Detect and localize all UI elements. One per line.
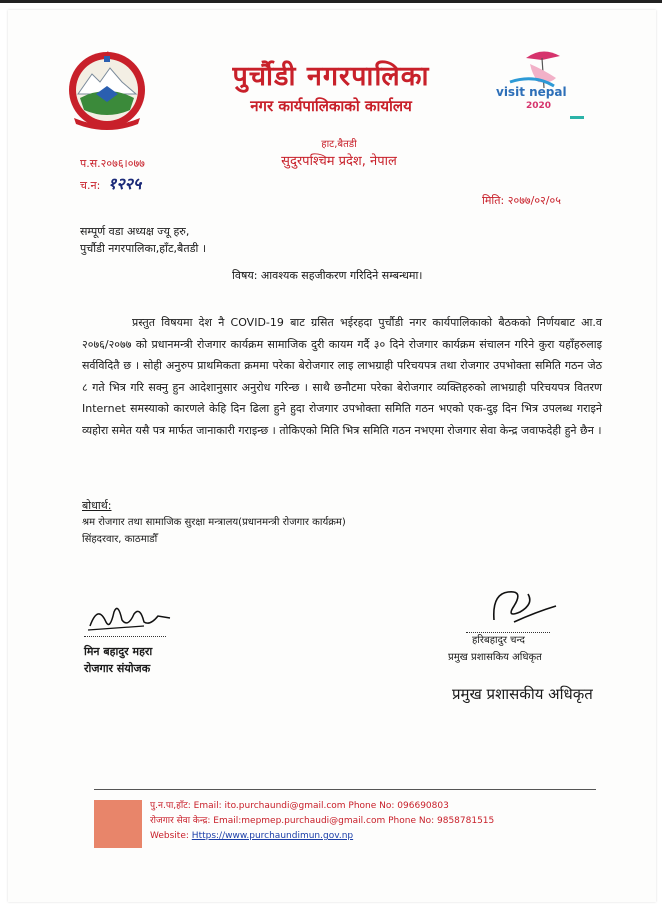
subject-line: विषय: आवश्यक सहजीकरण गरिदिने सम्बन्धमा। — [232, 269, 423, 282]
svg-text:2020: 2020 — [526, 101, 552, 111]
footer-rule — [94, 789, 596, 790]
page-top-rule — [0, 0, 662, 3]
left-signature-icon — [84, 596, 174, 636]
left-signature-line — [84, 636, 166, 637]
left-signatory-title: रोजगार संयोजक — [84, 662, 151, 675]
addressee-line-2: पुर्चौडी नगरपालिका,हाँट,बैतडी । — [80, 242, 206, 255]
svg-text:visit nepal: visit nepal — [496, 85, 567, 99]
bodhartha-line-1: श्रम रोजगार तथा सामाजिक सुरक्षा मन्त्रालय(प्रधानमन्त्री रोजगार कार्यक्रम) — [82, 517, 346, 528]
letter-date: मिति: २०७७/०२/०५ — [482, 194, 561, 207]
footer-contact-line-2: रोजगार सेवा केन्द्र: Email:mepmep.purchaudi@gmail.com Phone No: 9858781515 — [150, 816, 495, 826]
letter-body: प्रस्तुत विषयमा देश नै COVID-19 बाट ग्रसित भईरहदा पुर्चौडी नगर कार्यपालिकाको बैठकको निर्णयबाट आ.व २०७६/२०७७ को प्रधानमन्त्री रोजगार कार्यक्रम सामाजिक दुरी कायम गर्दै ३० दिने रोजगार कार्यक्रम संचालन गरिने कुरा यहाँहरुलाइ सर्वविदितै छ । सोही अनुरुप प्राथमिकता क्रममा परेका बेरोजगार लाइ लाभग्राही परिचयपत्र तथा रोजगार उपभोक्ता समिति गठन जेठ ८ गते भित्र गरि सक्नु हुन आदेशानुसार अनुरोध गरिन्छ । साथै छनौटमा परेका बेरोजगार व्यक्तिहरुको लाभग्राही परिचयपत्र वितरण Internet समस्याको कारणले केहि दिन ढिला हुने हुदा रोजगार उपभोक्ता समिति गठन भएको एक-दुइ दिन भित्र उपलब्ध गराइने व्यहोरा समेत यसै पत्र मार्फत जानाकारी गराइन्छ । तोकिएको मिति भित्र समिति गठन नभएमा रोजगार सेवा केन्द्र जवाफदेही हुने छैन । — [82, 316, 602, 437]
office-title: नगर कार्यपालिकाको कार्यालय — [250, 97, 412, 115]
right-signatory-title: प्रमुख प्रशासकिय अधिकृत — [448, 652, 542, 663]
office-location: हाट,बैतडी — [321, 139, 357, 150]
footer-website-link[interactable]: Https://www.purchaundimun.gov.np — [191, 831, 354, 841]
province-line: सुदुरपश्चिम प्रदेश, नेपाल — [281, 154, 397, 169]
footer-website-label: Website: — [150, 831, 189, 841]
bodhartha-line-2: सिंहदरवार, काठमाडौँ — [82, 534, 158, 545]
left-signatory-name: मिन बहादुर महरा — [84, 645, 153, 658]
footer-website — [150, 830, 353, 843]
municipality-title: पुर्चौडी नगरपालिका — [232, 61, 430, 92]
right-signature-icon — [484, 582, 564, 632]
addressee-line-1: सम्पूर्ण वडा अध्यक्ष ज्यू हरु, — [80, 225, 190, 238]
official-stamp-text: प्रमुख प्रशासकीय अधिकृत — [452, 685, 593, 703]
chalani-number: १२२५ — [108, 174, 142, 193]
chalani-label: च.न: — [80, 179, 101, 192]
letter-reference-number: प.स.२०७६।०७७ — [80, 157, 145, 170]
bodhartha-label: बोधार्थ: — [82, 499, 112, 512]
right-signatory-name: हरिबहादुर चन्द — [472, 635, 525, 646]
footer-contact-line-1: पु.न.पा,हाँट: Email: ito.purchaundi@gmail.com Phone No: 096690803 — [150, 801, 449, 811]
footer-color-block — [94, 800, 142, 848]
